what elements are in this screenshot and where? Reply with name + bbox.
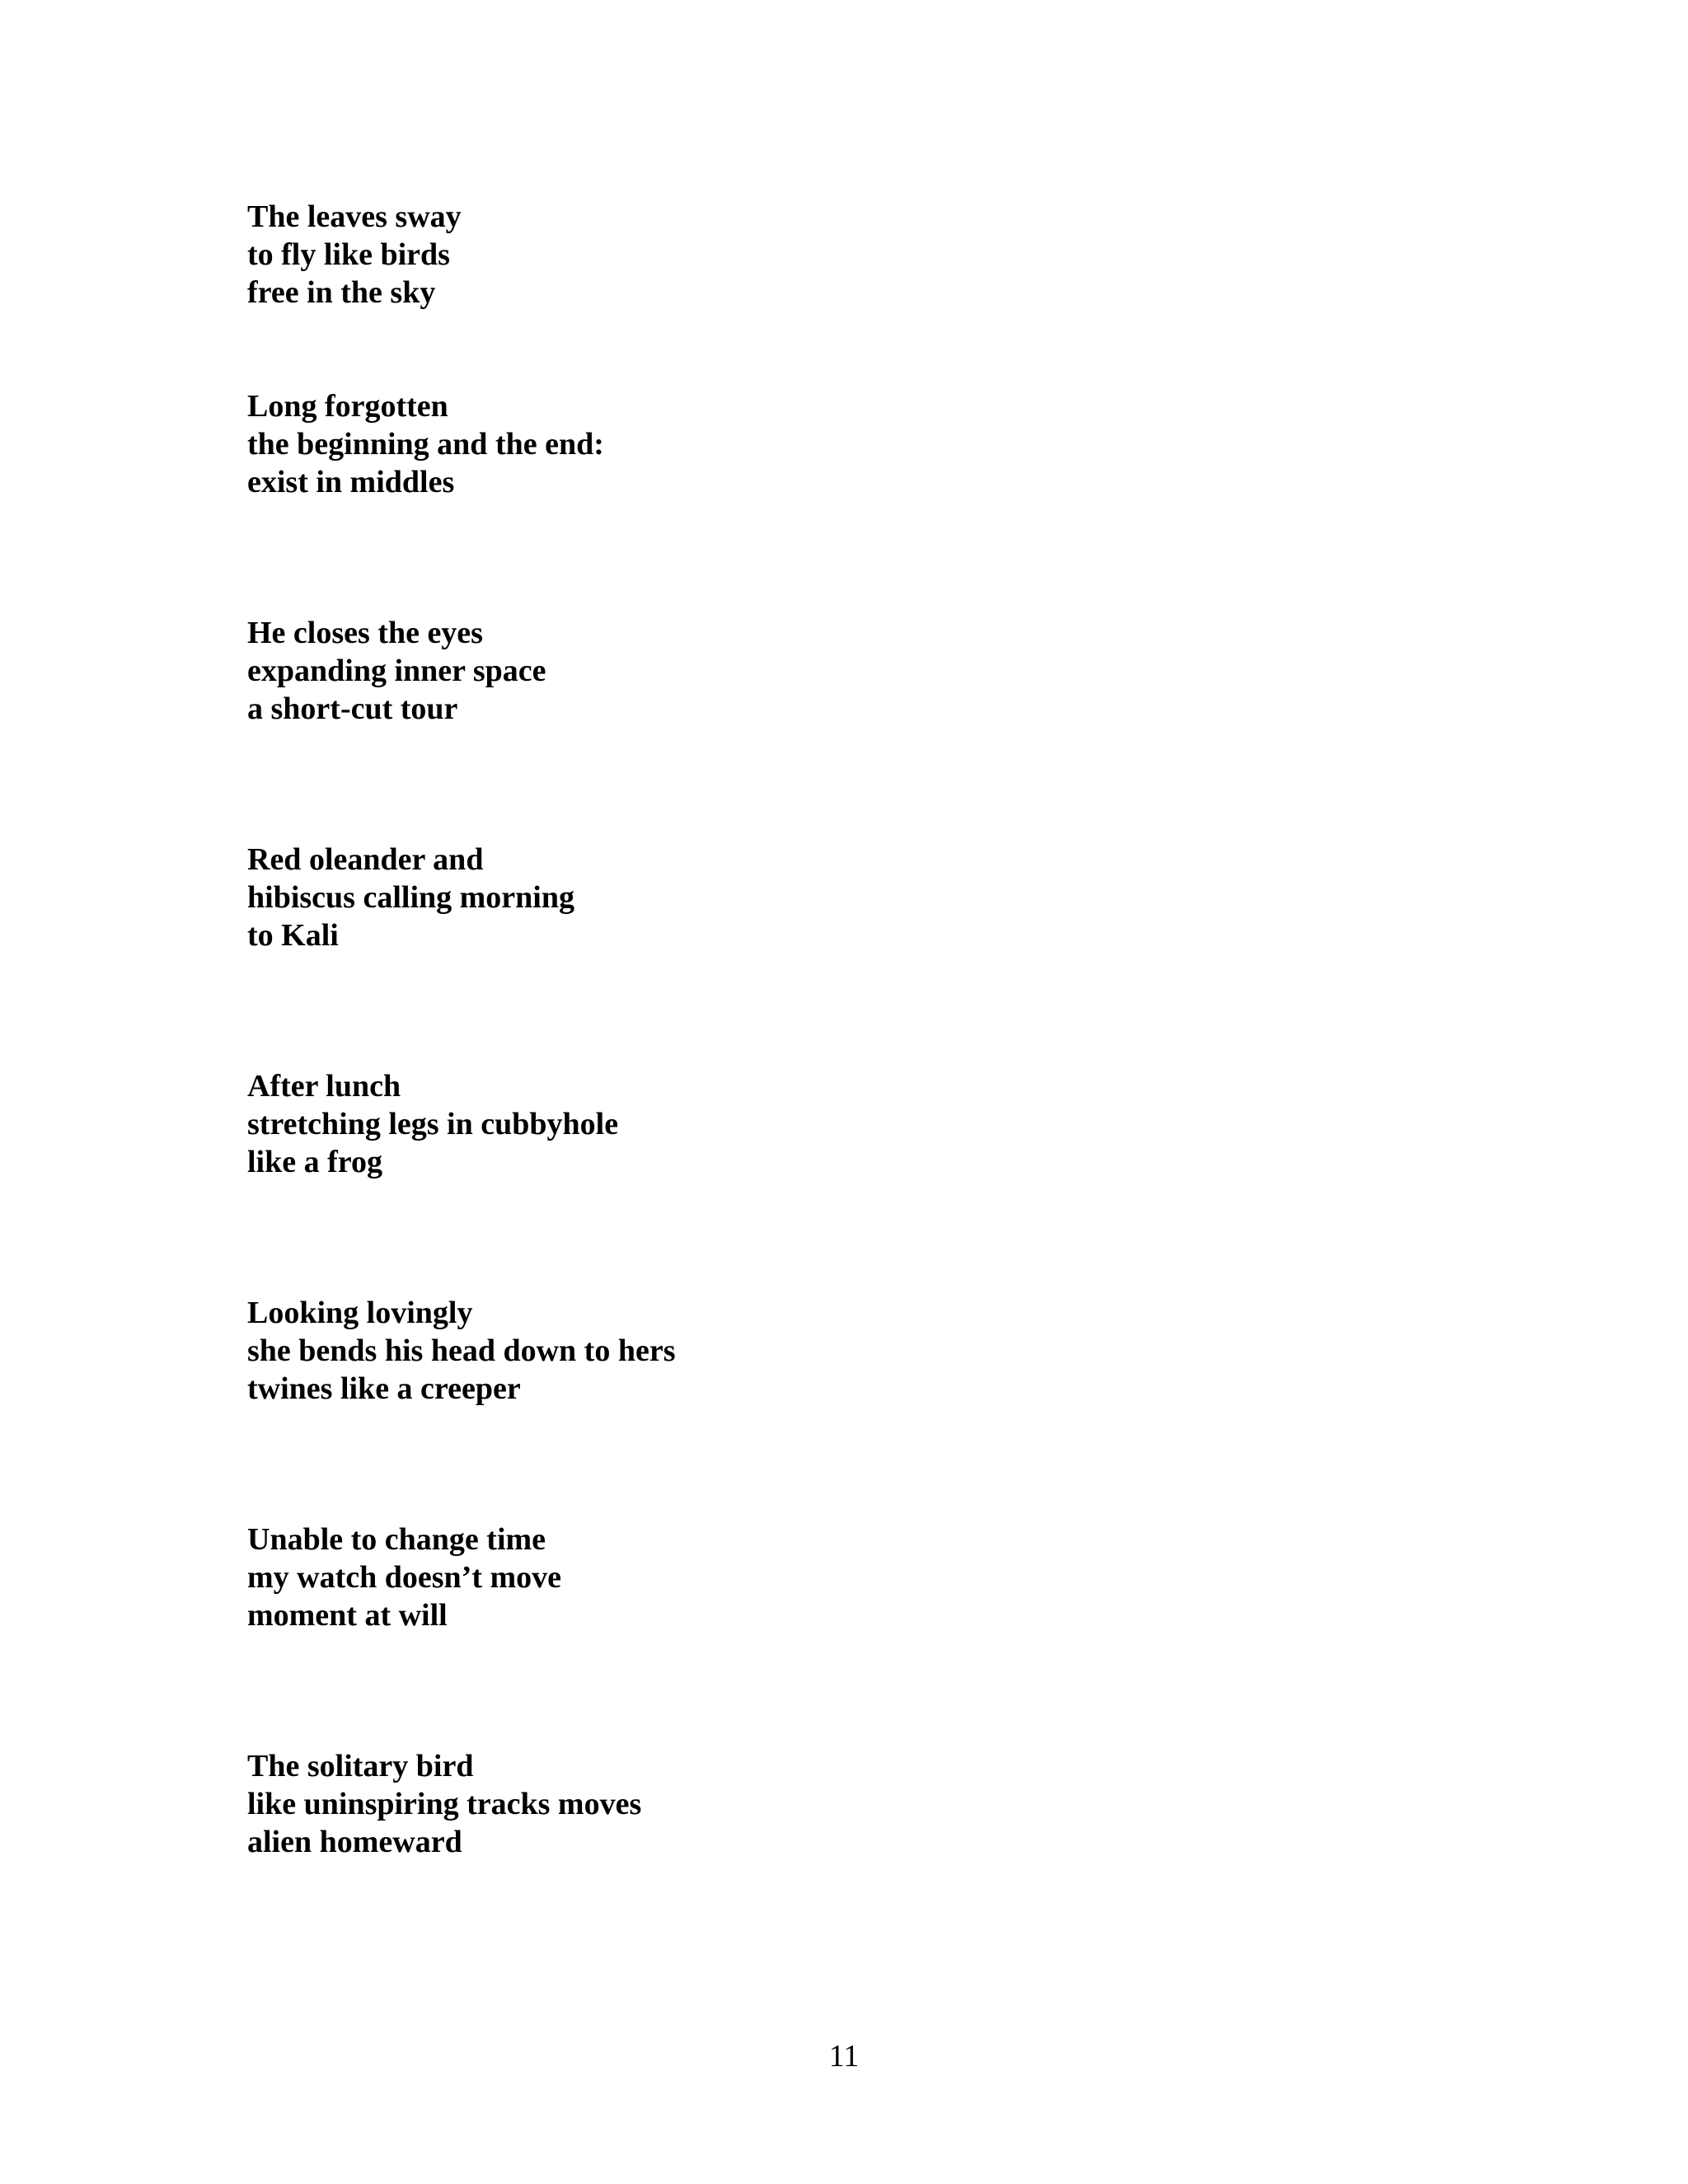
haiku-stanza-6 [247,1294,675,1408]
poem-line: hibiscus calling morning [247,880,574,915]
haiku-stanza-3 [247,614,546,728]
poem-line: The leaves sway [247,199,462,234]
poem-line: Red oleander and [247,842,484,877]
poem-line: free in the sky [247,275,436,310]
poem-line: my watch doesn’t move [247,1560,562,1595]
poem-line: He closes the eyes [247,616,483,650]
poem-line: she bends his head down to hers [247,1333,676,1368]
poem-line: moment at will [247,1598,448,1633]
haiku-stanza-4 [247,841,574,954]
poem-line: alien homeward [247,1825,462,1859]
poem-line: like uninspiring tracks moves [247,1787,642,1821]
poem-line: to fly like birds [247,237,450,272]
poem-line: stretching legs in cubbyhole [247,1107,619,1141]
haiku-stanza-1 [247,198,462,312]
poem-line: a short-cut tour [247,691,458,726]
haiku-stanza-2 [247,387,604,501]
poem-line: twines like a creeper [247,1371,521,1406]
poem-line: the beginning and the end: [247,427,604,462]
poem-line: like a frog [247,1145,382,1179]
poem-line: to Kali [247,918,339,953]
poem-line: Long forgotten [247,389,448,424]
poem-line: After lunch [247,1069,401,1104]
poem-line: expanding inner space [247,654,546,688]
poem-line: Looking lovingly [247,1296,473,1330]
haiku-stanza-8 [247,1747,641,1861]
haiku-stanza-7 [247,1521,561,1634]
page-number: 11 [828,2039,860,2074]
haiku-stanza-5 [247,1067,618,1181]
poem-line: exist in middles [247,465,455,499]
poem-line: Unable to change time [247,1522,546,1557]
poem-line: The solitary bird [247,1749,474,1783]
